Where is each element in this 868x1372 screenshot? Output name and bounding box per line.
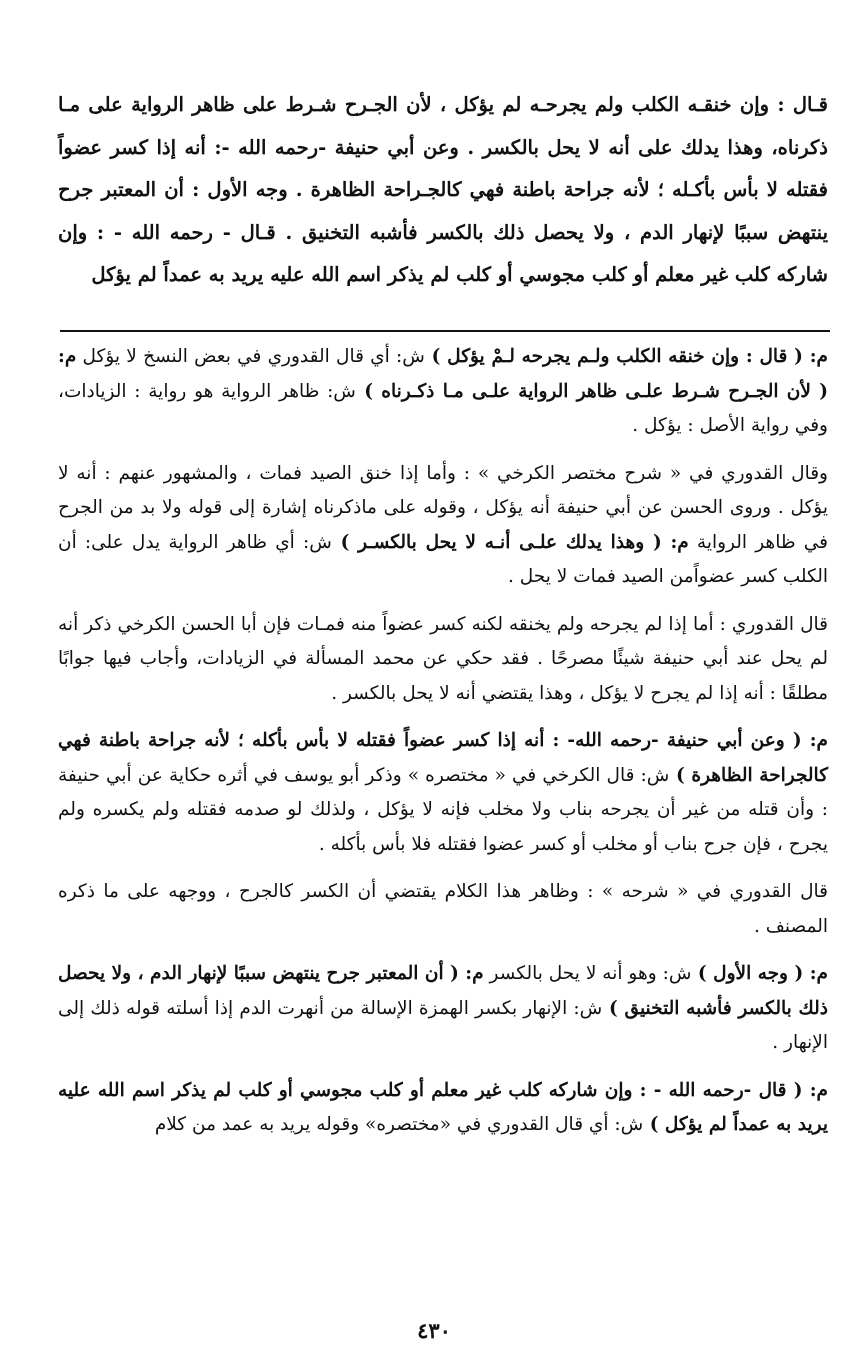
matn-quote: م: ( لأن الجـرح شـرط علـى ظاهر الرواية علـى مـا ذكـرناه ) xyxy=(58,346,828,402)
matn-quote: م: ( قال : وإن خنقه الكلب ولـم يجرحه لـمْ يؤكل ) xyxy=(424,346,828,367)
main-text-paragraph: قـال : وإن خنقـه الكلب ولم يجرحـه لم يؤكل ، لأن الجـرح شـرط على ظاهر الرواية على مـا ذكرناه، وهذا يدلك على أنه لا يحل بالكسر . وعن أبي حنيفة -رحمه الله -: أنه إذا كسر عضواً فقتله لا بأس بأكـله ؛ لأنه جراحة باطنة فهي كالجـراحة الظاهرة . وجه الأول : أن المعتبر جرح ينتهض سببًا لإنهار الدم ، ولا يحصل ذلك بالكسر فأشبه التخنيق . قـال - رحمه الله - : وإن شاركه كلب غير معلم أو كلب مجوسي أو كلب لم يذكر اسم الله عليه يريد به عمداً لم يؤكل xyxy=(58,93,828,286)
matn-quote: م: ( قال -رحمه الله - : وإن شاركه كلب غير معلم أو كلب مجوسي أو كلب لم يذكر اسم الله عليه يريد به عمداً لم يؤكل ) xyxy=(58,1079,828,1135)
main-text xyxy=(58,84,828,297)
matn-quote: م: ( أن المعتبر جرح ينتهض سببًا لإنهار الدم ، ولا يحصل ذلك بالكسر فأشبه التخنيق ) xyxy=(58,963,828,1019)
matn-quote: م: ( وهذا يدلك علـى أنـه لا يحل بالكسـر ) xyxy=(331,531,689,553)
sharh-text: قال القدوري في « شرحه » : وظاهر هذا الكلام يقتضي أن الكسر كالجرح ، ووجهه على ما ذكره المصنف . xyxy=(58,881,828,937)
commentary-section xyxy=(58,340,828,1143)
page-number: ٤٣٠ xyxy=(417,1318,451,1343)
sharh-text: وقال القدوري في « شرح مختصر الكرخي » : وأما إذا خنق الصيد فمات ، والمشهور عنهم : أنه لا يؤكل . وروى الحسن عن أبي حنيفة أنه يؤكل ، وقوله على ماذكرناه إشارة إلى قوله ولا بد من الجرح في ظاهر الرواية xyxy=(58,462,828,553)
sharh-text: ش: أي قال القدوري في بعض النسخ لا يؤكل xyxy=(76,346,425,367)
sharh-text: قال القدوري : أما إذا لم يجرحه ولم يخنقه لكنه كسر عضواً منه فمـات فإن أبا الحسن الكرخي ذكر أنه لم يحل عند أبي حنيفة شيئًا مصرحًا . فقد حكي عن محمد المسألة في الزيادات، وأجاب فيها جوابًا مطلقًا : أنه إذا لم يجرح لا يؤكل ، وهذا يقتضي أنه لا يحل بالكسر . xyxy=(58,613,828,704)
sharh-text: ش: أي قال القدوري في «مختصره» وقوله يريد به عمد من كلام xyxy=(154,1114,644,1135)
matn-quote: م: ( وعن أبي حنيفة -رحمه الله- : أنه إذا كسر عضواً فقتله لا بأس بأكله ؛ لأنه جراحة باطنة فهي كالجراحة الظاهرة ) xyxy=(58,730,829,786)
sharh-text: ش: قال الكرخي في « مختصره » وذكر أبو يوسف في أثره حكاية عن أبي حنيفة : وأن قتله من غير أن يجرحه بناب ولا مخلب فإنه لا يؤكل ، ولذلك لو صدمه فقتله ولم يكسره ولم يجرح ، فإن جرح بناب أو مخلب أو كسر عضوا فقتله فلا بأس بأكله . xyxy=(58,764,828,855)
sharh-text: ش: وهو أنه لا يحل بالكسر xyxy=(483,963,692,984)
commentary-paragraph xyxy=(58,608,828,712)
commentary-paragraph xyxy=(58,724,828,862)
text-divider-line xyxy=(60,330,830,332)
commentary-paragraph xyxy=(58,457,828,595)
sharh-text: ش: ظاهر الرواية هو رواية : الزيادات، وفي رواية الأصل : يؤكل . xyxy=(58,380,828,436)
sharh-text: ش: الإنهار بكسر الهمزة الإسالة من أنهرت الدم إذا أسلته قوله ذلك إلى الإنهار . xyxy=(58,997,828,1053)
matn-quote: م: ( وجه الأول ) xyxy=(691,963,828,984)
commentary-paragraph xyxy=(58,957,828,1061)
sharh-text: ش: أي ظاهر الرواية يدل على: أن الكلب كسر عضواًمن الصيد فمات لا يحل . xyxy=(58,531,828,587)
commentary-paragraph xyxy=(58,875,828,944)
commentary-paragraph xyxy=(58,340,828,444)
commentary-paragraph xyxy=(58,1074,828,1143)
